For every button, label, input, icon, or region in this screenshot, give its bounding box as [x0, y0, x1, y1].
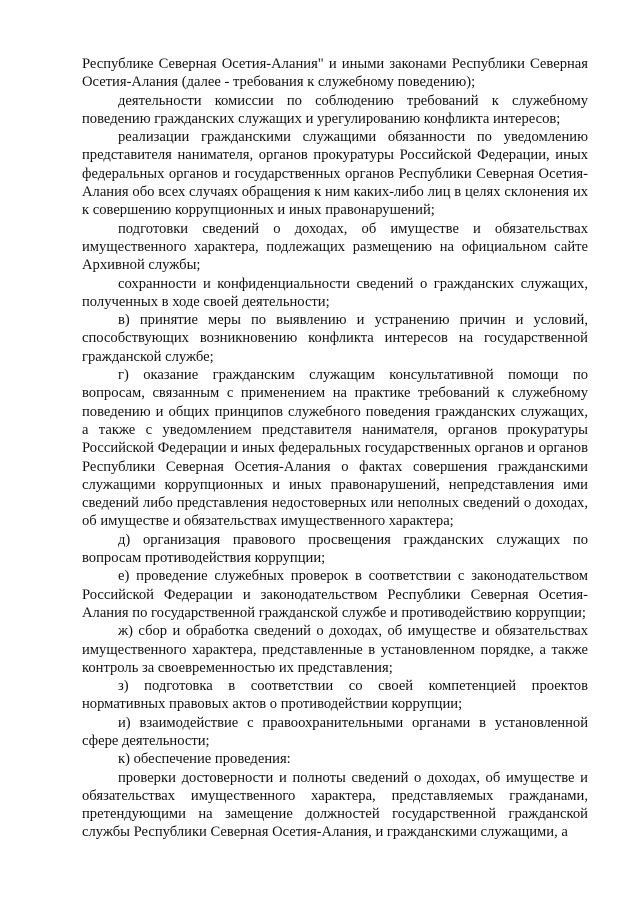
- paragraph-item-v: в) принятие меры по выявлению и устранению причин и условий, способствующих возникновению конфликта интересов на государственной гражданской службе;: [82, 312, 588, 365]
- paragraph-verification: проверки достоверности и полноты сведений о доходах, об имуществе и обязательствах имущественного характера, представляемых гражданами, претендующими на замещение должностей государственной гражданской службы Республики Северная Осетия-Алания, и гражданскими служащими, а: [82, 769, 588, 841]
- paragraph-item-e: е) проведение служебных проверок в соответствии с законодательством Российской Федерации и законодательством Республики Северная Осетия-Алания по государственной гражданской службе и противодействию коррупции;: [82, 568, 588, 621]
- paragraph-item-zh: ж) сбор и обработка сведений о доходах, об имуществе и обязательствах имущественного характера, представленные в установленном порядке, а также контроль за своевременностью их представления;: [82, 623, 588, 676]
- paragraph-commission-activity: деятельности комиссии по соблюдению требований к служебному поведению гражданских служащих и урегулированию конфликта интересов;: [82, 92, 588, 127]
- document-page: [82, 55, 588, 842]
- paragraph-laws-continuation: Республике Северная Осетия-Алания" и иными законами Республики Северная Осетия-Алания (далее - требования к служебному поведению);: [82, 56, 588, 91]
- paragraph-item-k: к) обеспечение проведения:: [118, 751, 291, 768]
- paragraph-income-info-preparation: подготовки сведений о доходах, об имуществе и обязательствах имущественного характера, подлежащих размещению на официальном сайте Архивной службы;: [82, 220, 588, 274]
- paragraph-item-g: г) оказание гражданским служащим консультативной помощи по вопросам, связанным с применением на практике требований к служебному поведению и общих принципов служебного поведения гражданских служащих, а также с уведомлением представителя нанимателя, органов прокуратуры Российской Федерации и иных федеральных государственных органов и органов Республики Северная Осетия-Алания о фактах совершения гражданскими служащими коррупционных и иных правонарушений, непредставления ими сведений либо представления недостоверных или неполных сведений о доходах, об имуществе и обязательствах имущественного характера;: [82, 367, 588, 530]
- paragraph-item-z: з) подготовка в соответствии со своей компетенцией проектов нормативных правовых актов о противодействии коррупции;: [82, 678, 588, 713]
- paragraph-item-i: и) взаимодействие с правоохранительными органами в установленной сфере деятельности;: [82, 714, 588, 749]
- paragraph-confidentiality: сохранности и конфиденциальности сведений о гражданских служащих, полученных в ходе своей деятельности;: [82, 275, 588, 310]
- paragraph-notification-duty: реализации гражданскими служащими обязанности по уведомлению представителя нанимателя, органов прокуратуры Российской Федерации, иных федеральных органов и государственных органов Республики Северная Осетия-Алания обо всех случаях обращения к ним каких-либо лиц в целях склонения их к совершению коррупционных и иных правонарушений;: [82, 129, 588, 219]
- paragraph-item-d: д) организация правового просвещения гражданских служащих по вопросам противодействия коррупции;: [82, 531, 588, 567]
